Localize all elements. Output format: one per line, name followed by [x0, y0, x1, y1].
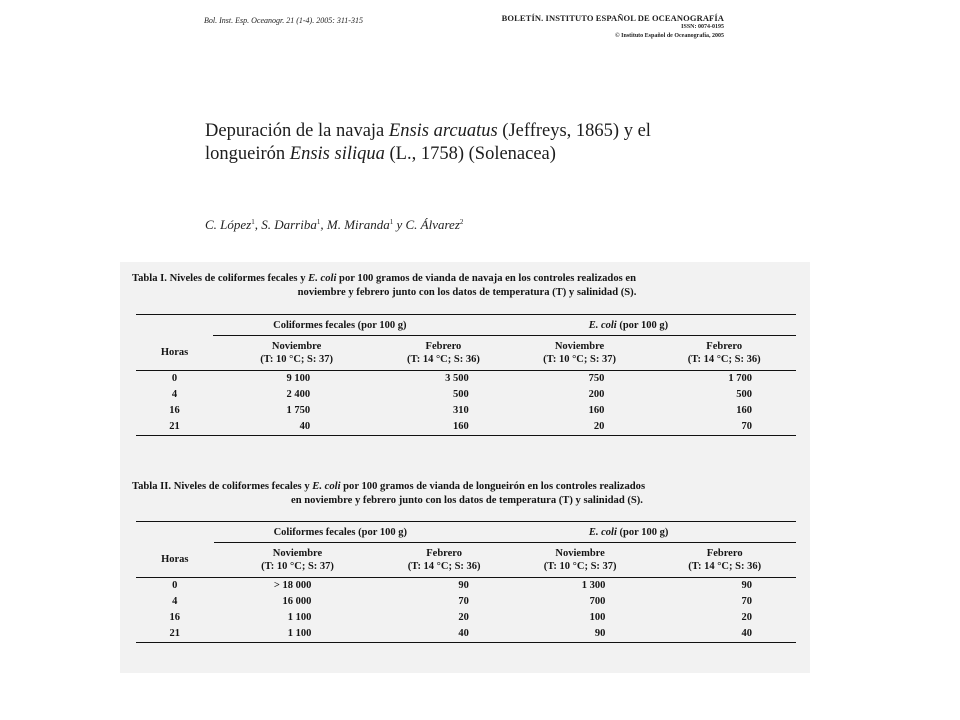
table-cell: 16 [169, 405, 180, 416]
table-row [136, 403, 796, 419]
caption-text: por 100 gramos de vianda de longueirón en los controles realizados [340, 481, 646, 492]
column-header-line: Horas [160, 347, 189, 359]
caption-line-2: noviembre y febrero junto con los datos de temperatura (T) y salinidad (S). [297, 287, 637, 298]
column-header-line: (T: 10 °C; S: 37) [261, 561, 334, 572]
caption-species: E. coli [312, 481, 341, 492]
table-cell: 40 [653, 626, 796, 643]
table-row [136, 594, 796, 610]
table-cell: 90 [507, 626, 653, 643]
column-header-line: Noviembre [272, 548, 323, 559]
table-cell: 1 700 [652, 371, 796, 388]
author-affiliation: 2 [459, 218, 464, 226]
column-header-line: (T: 14 °C; S: 36) [688, 561, 762, 572]
empty-header-cell [136, 522, 214, 543]
table-cell: 4 [171, 389, 178, 400]
table-cell: 200 [588, 389, 605, 400]
column-header-line: Noviembre [271, 341, 322, 352]
table-1-caption [132, 272, 802, 300]
title-part: (Jeffreys, 1865) y el longueirón [205, 121, 651, 164]
table-row [136, 578, 796, 595]
journal-citation: Bol. Inst. Esp. Oceanogr. 21 (1-4). 2005: 311-315 [204, 16, 363, 25]
table-cell: 500 [452, 389, 469, 400]
table-cell: 700 [589, 596, 606, 607]
column-header-line: Febrero [706, 341, 743, 352]
group-header-coliforms: Coliformes fecales (por 100 g) [213, 315, 507, 336]
group-header-coliforms: Coliformes fecales (por 100 g) [214, 522, 507, 543]
table-cell: 21 [136, 419, 213, 436]
group-header-ecoli [507, 315, 796, 336]
column-header-line: (T: 10 °C; S: 37) [543, 354, 616, 365]
title-part: Depuración de la navaja [205, 121, 389, 141]
table-cell: 160 [588, 405, 605, 416]
table-cell: 90 [653, 578, 796, 595]
table-cell: > 18 000 [214, 578, 382, 595]
column-header-row [136, 543, 796, 578]
article-title [205, 120, 725, 166]
table-cell: 20 [741, 612, 752, 623]
table-cell: 0 [136, 371, 213, 388]
table-cell: 3 500 [380, 371, 507, 388]
table-cell: 40 [213, 419, 380, 436]
caption-text: Tabla I. Niveles de coliformes fecales y [132, 273, 309, 284]
ecoli-rest: (por 100 g) [616, 526, 669, 538]
group-header-ecoli [507, 522, 796, 543]
author: C. López [205, 217, 252, 232]
column-header-period [213, 336, 380, 371]
journal-masthead [470, 14, 724, 41]
table-cell: 90 [381, 578, 506, 595]
table-cell: 1 100 [214, 626, 382, 643]
column-header-line: Horas [161, 554, 189, 566]
table-cell: 0 [136, 578, 214, 595]
table-cell: 20 [458, 612, 469, 623]
author-separator: y [393, 217, 406, 232]
empty-header-cell [136, 315, 213, 336]
tables-panel [120, 262, 810, 673]
table-row [136, 610, 796, 626]
column-header-line: (T: 14 °C; S: 36) [406, 354, 480, 365]
table-row [136, 387, 796, 403]
column-header-line: (T: 14 °C; S: 36) [687, 354, 761, 365]
table-cell: 160 [380, 419, 507, 436]
column-header-row [136, 336, 796, 371]
title-species-1: Ensis arcuatus [388, 121, 498, 141]
column-header-line: Febrero [706, 548, 743, 559]
column-header-period [652, 336, 796, 371]
table-2-caption [132, 480, 802, 508]
table-cell: 9 100 [213, 371, 380, 388]
table-cell: 160 [736, 405, 752, 416]
ecoli-italic: E. coli [588, 319, 617, 331]
table-body [136, 371, 796, 436]
column-header-line: Febrero [425, 341, 462, 352]
table-cell: 21 [136, 626, 214, 643]
author-separator: , [254, 217, 262, 232]
table-row [136, 419, 796, 436]
table-cell: 16 000 [282, 596, 312, 607]
column-header-period [507, 543, 653, 578]
author-affiliation: 1 [389, 218, 394, 226]
column-header-period [653, 543, 796, 578]
table-cell: 2 400 [286, 389, 311, 400]
table-cell: 1 750 [286, 405, 311, 416]
column-header-line: (T: 14 °C; S: 36) [407, 561, 481, 572]
copyright: © Instituto Español de Oceanografía, 2005 [615, 33, 724, 39]
title-species-2: Ensis siliqua [289, 144, 385, 164]
column-header-horas [136, 336, 213, 371]
table-cell: 4 [172, 596, 178, 607]
ecoli-italic: E. coli [588, 526, 617, 538]
author-list [205, 217, 463, 233]
table-2 [136, 521, 796, 643]
column-header-line: Febrero [426, 548, 463, 559]
table-cell: 70 [741, 596, 752, 607]
column-header-period [381, 543, 506, 578]
table-cell: 70 [458, 596, 469, 607]
table-cell: 500 [736, 389, 752, 400]
ecoli-rest: (por 100 g) [616, 319, 669, 331]
caption-text: Tabla II. Niveles de coliformes fecales y [132, 481, 313, 492]
author: C. Álvarez [405, 217, 460, 232]
table-cell: 16 [169, 612, 181, 623]
column-header-period [507, 336, 653, 371]
table-body [136, 578, 796, 643]
author-separator: , [320, 217, 327, 232]
table-cell: 70 [652, 419, 796, 436]
column-header-line: Noviembre [555, 548, 605, 559]
table-row [136, 371, 796, 388]
column-header-horas [136, 543, 214, 578]
title-part: (L., 1758) (Solenacea) [384, 144, 556, 164]
author: M. Miranda [326, 217, 390, 232]
journal-name: BOLETÍN. INSTITUTO ESPAÑOL DE OCEANOGRAFÍA [501, 13, 724, 23]
table-cell: 20 [507, 419, 653, 436]
column-header-line: Noviembre [554, 341, 605, 352]
author-affiliation: 1 [251, 218, 255, 226]
caption-text: por 100 gramos de vianda de navaja en los controles realizados en [336, 273, 636, 284]
column-header-line: (T: 10 °C; S: 37) [260, 354, 334, 365]
table-cell: 310 [452, 405, 469, 416]
caption-line-2: en noviembre y febrero junto con los datos de temperatura (T) y salinidad (S). [291, 495, 643, 506]
author: S. Darriba [261, 217, 317, 232]
column-header-period [380, 336, 507, 371]
table-cell: 40 [381, 626, 506, 643]
table-cell: 100 [589, 612, 606, 623]
column-header-period [214, 543, 382, 578]
table-cell: 750 [507, 371, 653, 388]
table-row [136, 626, 796, 643]
issn: ISSN: 0074-0195 [681, 24, 724, 30]
column-header-line: (T: 10 °C; S: 37) [543, 561, 617, 572]
table-cell: 1 100 [287, 612, 312, 623]
table-cell: 1 300 [507, 578, 653, 595]
table-1 [136, 314, 796, 436]
author-affiliation: 1 [316, 218, 321, 226]
caption-species: E. coli [308, 273, 337, 284]
